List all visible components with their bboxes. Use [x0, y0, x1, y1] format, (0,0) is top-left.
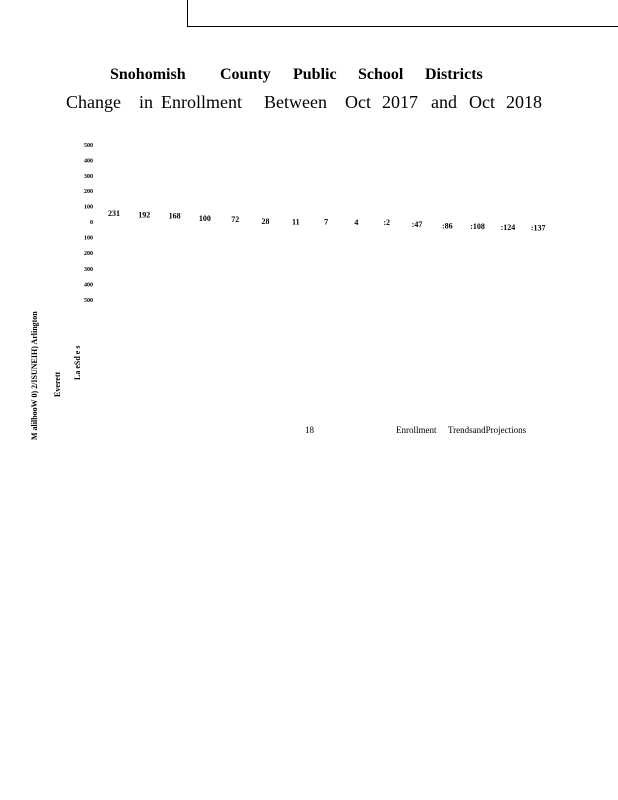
subtitle-word: 2018	[506, 92, 542, 112]
data-label: 4	[354, 217, 359, 227]
title-word: Districts	[425, 66, 483, 83]
y-tick-label: 400	[84, 282, 93, 289]
title-word: Snohomish	[110, 66, 186, 83]
y-tick-label: 200	[84, 189, 93, 196]
data-label: 100	[198, 214, 211, 224]
y-tick-label: 400	[84, 158, 93, 165]
category-label: M alilbooW 0) 2/ISUNEIH) Arlington	[30, 311, 39, 440]
subtitle-word: Oct	[345, 92, 371, 112]
data-label: 7	[324, 217, 329, 227]
y-tick-label: 0	[90, 220, 93, 226]
subtitle-word: and	[431, 92, 457, 112]
data-label: :137	[530, 223, 546, 233]
y-tick-label: 100	[84, 204, 93, 211]
title-word: Public	[293, 66, 337, 83]
data-label: 192	[138, 210, 151, 220]
data-label: 231	[108, 209, 120, 219]
footer-word: Enrollment	[396, 425, 437, 435]
page-number: 18	[305, 425, 314, 435]
y-tick-label: 300	[84, 266, 93, 273]
y-tick-label: 500	[84, 143, 93, 149]
category-label: La eSd e s	[73, 345, 82, 380]
y-tick-label: 200	[84, 251, 93, 258]
subtitle-word: 2017	[382, 92, 418, 112]
category-label: Everett	[53, 371, 62, 397]
subtitle-word: Enrollment	[161, 92, 242, 112]
y-tick-label: 100	[84, 235, 93, 242]
subtitle-word: in	[139, 92, 154, 112]
footer-word: TrendsandProjections	[448, 425, 527, 435]
data-label: 72	[231, 215, 240, 225]
data-label: :86	[441, 221, 453, 231]
data-label: :2	[383, 218, 391, 228]
data-label: 11	[292, 217, 300, 227]
subtitle-word: Between	[264, 92, 327, 112]
data-label: 168	[168, 211, 181, 221]
subtitle-word: Change	[66, 92, 121, 112]
data-label: :124	[500, 222, 516, 232]
data-label: 28	[261, 216, 270, 226]
y-tick-label: 300	[84, 173, 93, 180]
title-word: School	[358, 66, 404, 83]
title-word: County	[220, 66, 271, 83]
data-label: :108	[470, 222, 485, 232]
data-label: :47	[411, 219, 423, 229]
subtitle-word: Oct	[469, 92, 495, 112]
y-tick-label: 500	[84, 298, 93, 304]
